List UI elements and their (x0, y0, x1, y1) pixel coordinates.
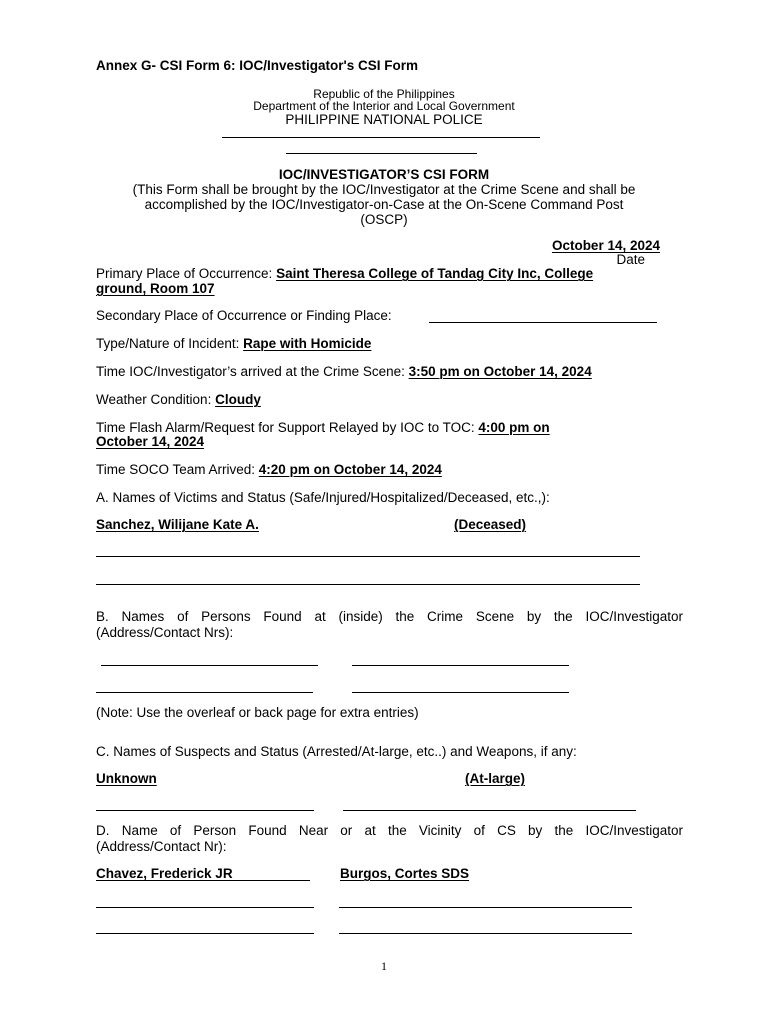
section-d-heading-line2: (Address/Contact Nr): (96, 839, 227, 854)
header-rule-2 (286, 153, 477, 154)
soco-label: Time SOCO Team Arrived: (96, 462, 259, 477)
soco-value: 4:20 pm on October 14, 2024 (258, 462, 442, 477)
section-b-heading-line2: (Address/Contact Nrs): (96, 625, 234, 640)
form-title: IOC/INVESTIGATOR’S CSI FORM (278, 167, 490, 182)
vicinity-blank-2b (339, 933, 632, 934)
weather-value: Cloudy (215, 392, 261, 407)
primary-place-line1 (96, 266, 593, 281)
flash-alarm-row (96, 420, 550, 435)
header-department: Department of the Interior and Local Government (253, 99, 515, 113)
vicinity-person-address: Burgos, Cortes SDS (340, 866, 470, 881)
vicinity-blank-1a (96, 907, 314, 908)
section-a-heading: A. Names of Victims and Status (Safe/Injured/Hospitalized/Deceased, etc.,): (96, 490, 550, 505)
victim-blank-2 (96, 584, 640, 585)
soco-row (96, 462, 442, 477)
persons-blank-2b (352, 692, 569, 693)
secondary-place-blank (429, 322, 657, 323)
suspect-blank-a (96, 810, 314, 811)
section-b-heading-line1: B. Names of Persons Found at (inside) the Crime Scene by the IOC/Investigator (96, 609, 683, 624)
incident-value: Rape with Homicide (243, 336, 372, 351)
section-b-heading (96, 609, 683, 641)
vicinity-person-name: Chavez, Frederick JR (96, 866, 233, 881)
flash-alarm-label: Time Flash Alarm/Request for Support Relayed by IOC to TOC: (96, 420, 479, 435)
date-value: October 14, 2024 (551, 238, 660, 253)
primary-place-label: Primary Place of Occurrence: (96, 266, 277, 281)
form-subtitle-line2: accomplished by the IOC/Investigator-on-Case at the On-Scene Command Post (144, 197, 624, 212)
primary-place-value: Saint Theresa College of Tandag City Inc, College (276, 266, 594, 281)
flash-alarm-value-cont: October 14, 2024 (96, 434, 205, 449)
primary-place-value-cont: ground, Room 107 (96, 281, 215, 296)
victim-blank-1 (96, 556, 640, 557)
header-republic: Republic of the Philippines (313, 87, 455, 101)
vicinity-name-rule (96, 880, 310, 881)
annex-title: Annex G- CSI Form 6: IOC/Investigator's CSI Form (96, 58, 419, 73)
form-subtitle-line3: (OSCP) (360, 212, 408, 227)
victim-status: (Deceased) (454, 517, 527, 532)
persons-blank-2a (96, 692, 313, 693)
incident-row (96, 336, 371, 351)
header-pnp: PHILIPPINE NATIONAL POLICE (285, 112, 483, 127)
page-number: 1 (381, 959, 387, 973)
ioc-arrival-row (96, 364, 592, 379)
date-label: Date (616, 252, 645, 267)
overleaf-note: (Note: Use the overleaf or back page for extra entries) (96, 705, 419, 720)
ioc-arrival-label: Time IOC/Investigator’s arrived at the Crime Scene: (96, 364, 409, 379)
section-c-heading: C. Names of Suspects and Status (Arrested/At-large, etc..) and Weapons, if any: (96, 744, 577, 759)
incident-label: Type/Nature of Incident: (96, 336, 244, 351)
persons-blank-1b (352, 665, 569, 666)
section-d-heading (96, 823, 683, 855)
form-subtitle-line1: (This Form shall be brought by the IOC/Investigator at the Crime Scene and shall be (132, 182, 636, 197)
weather-row (96, 392, 261, 407)
suspect-status: (At-large) (465, 771, 525, 786)
header-rule-1 (222, 137, 540, 138)
suspect-name: Unknown (96, 771, 157, 786)
suspect-blank-b (343, 810, 636, 811)
section-d-heading-line1: D. Name of Person Found Near or at the Vicinity of CS by the IOC/Investigator (96, 823, 683, 838)
vicinity-blank-2a (96, 933, 314, 934)
weather-label: Weather Condition: (96, 392, 216, 407)
persons-blank-1a (101, 665, 318, 666)
flash-alarm-value: 4:00 pm on (478, 420, 550, 435)
vicinity-blank-1b (339, 907, 632, 908)
ioc-arrival-value: 3:50 pm on October 14, 2024 (408, 364, 592, 379)
secondary-place-label: Secondary Place of Occurrence or Finding Place: (96, 308, 392, 323)
victim-name: Sanchez, Wilijane Kate A. (96, 517, 259, 532)
